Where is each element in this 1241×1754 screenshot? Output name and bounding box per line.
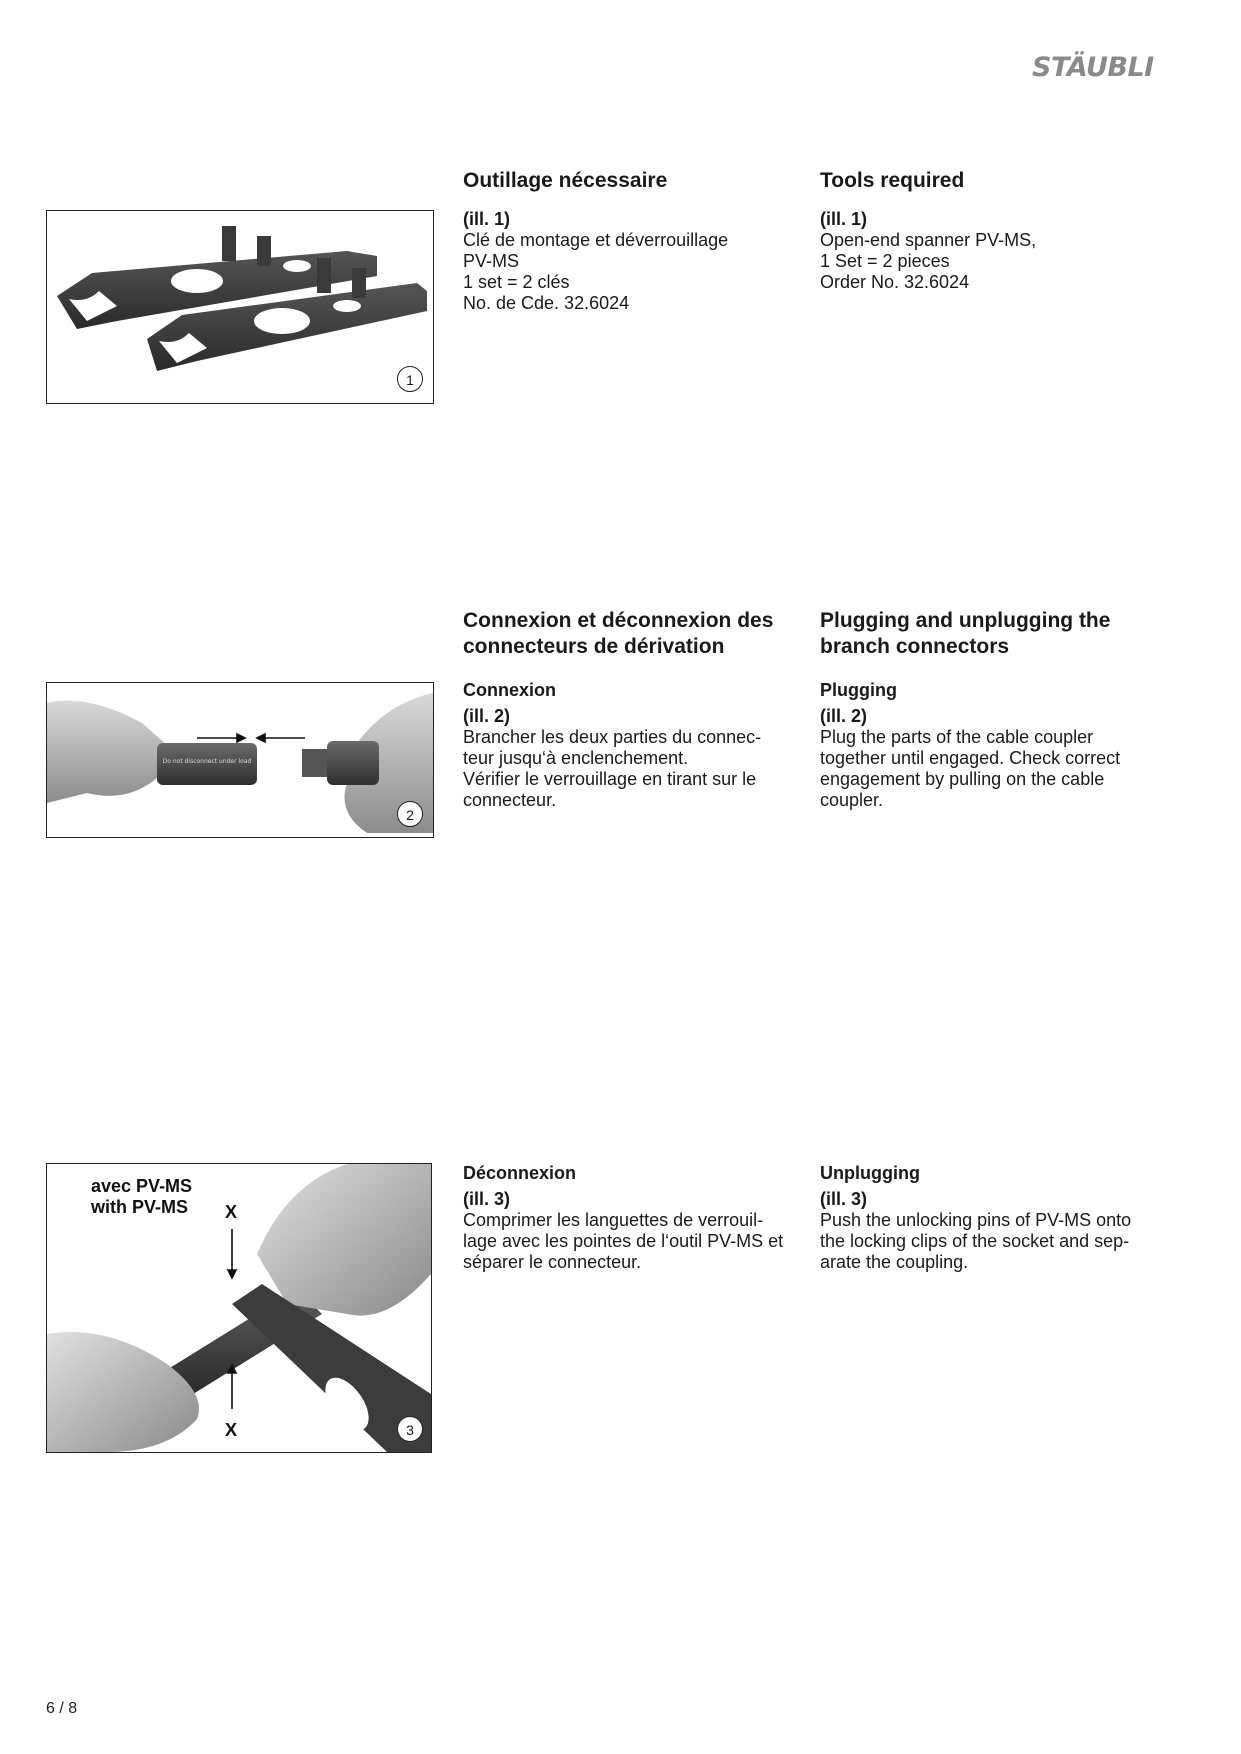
staubli-logo xyxy=(1032,52,1152,88)
male-connector xyxy=(327,741,379,785)
spanner-drawing xyxy=(47,211,433,403)
illustration-3-label: avec PV-MS with PV-MS xyxy=(91,1176,193,1217)
plugging-en-body: Plug the parts of the cable coupler together until engaged. Check correct engagement by pulling on the cable coupler. xyxy=(820,727,1121,810)
tools-en-column xyxy=(820,168,1160,293)
illustration-number-2: 2 xyxy=(397,801,423,827)
illustration-number-3: 3 xyxy=(397,1416,423,1442)
illustration-1-spanners xyxy=(46,210,434,404)
push-together-arrows xyxy=(197,734,305,742)
connector-warning-text: Do not disconnect under load xyxy=(162,758,252,765)
tools-en-title: Tools required xyxy=(820,169,965,192)
unplugging-fr-subtitle: Déconnexion xyxy=(463,1163,577,1183)
plugging-en-title: Plugging and unplugging the branch connectors xyxy=(820,609,1111,658)
plugging-fr-ref: (ill. 2) xyxy=(463,706,511,726)
plugging-en-subtitle: Plugging xyxy=(820,680,897,700)
unplugging-en-ref: (ill. 3) xyxy=(820,1189,868,1209)
tools-en-ref: (ill. 1) xyxy=(820,209,868,229)
press-arrows xyxy=(228,1229,236,1409)
x-mark-bottom: X xyxy=(225,1420,238,1440)
x-mark-top: X xyxy=(225,1202,238,1222)
tools-fr-column xyxy=(463,168,803,314)
plugging-fr-subtitle: Connexion xyxy=(463,680,556,700)
plugging-drawing xyxy=(47,683,433,837)
plugging-en-ref: (ill. 2) xyxy=(820,706,868,726)
bottom-hand xyxy=(47,1332,199,1452)
plugging-en-column xyxy=(820,608,1160,811)
logo-wordmark: STÄUBLI xyxy=(1032,52,1154,83)
unplugging-en-column xyxy=(820,1163,1160,1273)
tools-en-body: Open-end spanner PV-MS, 1 Set = 2 pieces Order No. 32.6024 xyxy=(820,230,1037,292)
unplugging-fr-ref: (ill. 3) xyxy=(463,1189,511,1209)
plugging-fr-title: Connexion et déconnexion des connecteurs de dérivation xyxy=(463,609,774,658)
tools-fr-body: Clé de montage et déverrouillage PV-MS 1 set = 2 clés No. de Cde. 32.6024 xyxy=(463,230,729,313)
illustration-3-unplugging xyxy=(46,1163,432,1453)
unplugging-en-body: Push the unlocking pins of PV-MS onto the locking clips of the socket and sep- arate the coupling. xyxy=(820,1210,1132,1272)
plugging-fr-column xyxy=(463,608,803,811)
tools-fr-title: Outillage nécessaire xyxy=(463,169,668,192)
page-number: 6 / 8 xyxy=(46,1700,78,1717)
unplugging-fr-body: Comprimer les languettes de verrouil- lage avec les pointes de l‘outil PV-MS et séparer le connecteur. xyxy=(463,1210,784,1272)
illustration-2-plugging xyxy=(46,682,434,838)
unplugging-fr-column xyxy=(463,1163,803,1273)
top-hand xyxy=(257,1164,431,1316)
left-hand xyxy=(47,701,167,804)
plugging-fr-body: Brancher les deux parties du connec- teur jusqu‘à enclenchement. Vérifier le verrouillage en tirant sur le connecteur. xyxy=(463,727,762,810)
unplugging-en-subtitle: Unplugging xyxy=(820,1163,920,1183)
tools-fr-ref: (ill. 1) xyxy=(463,209,511,229)
illustration-number-1: 1 xyxy=(397,366,423,392)
